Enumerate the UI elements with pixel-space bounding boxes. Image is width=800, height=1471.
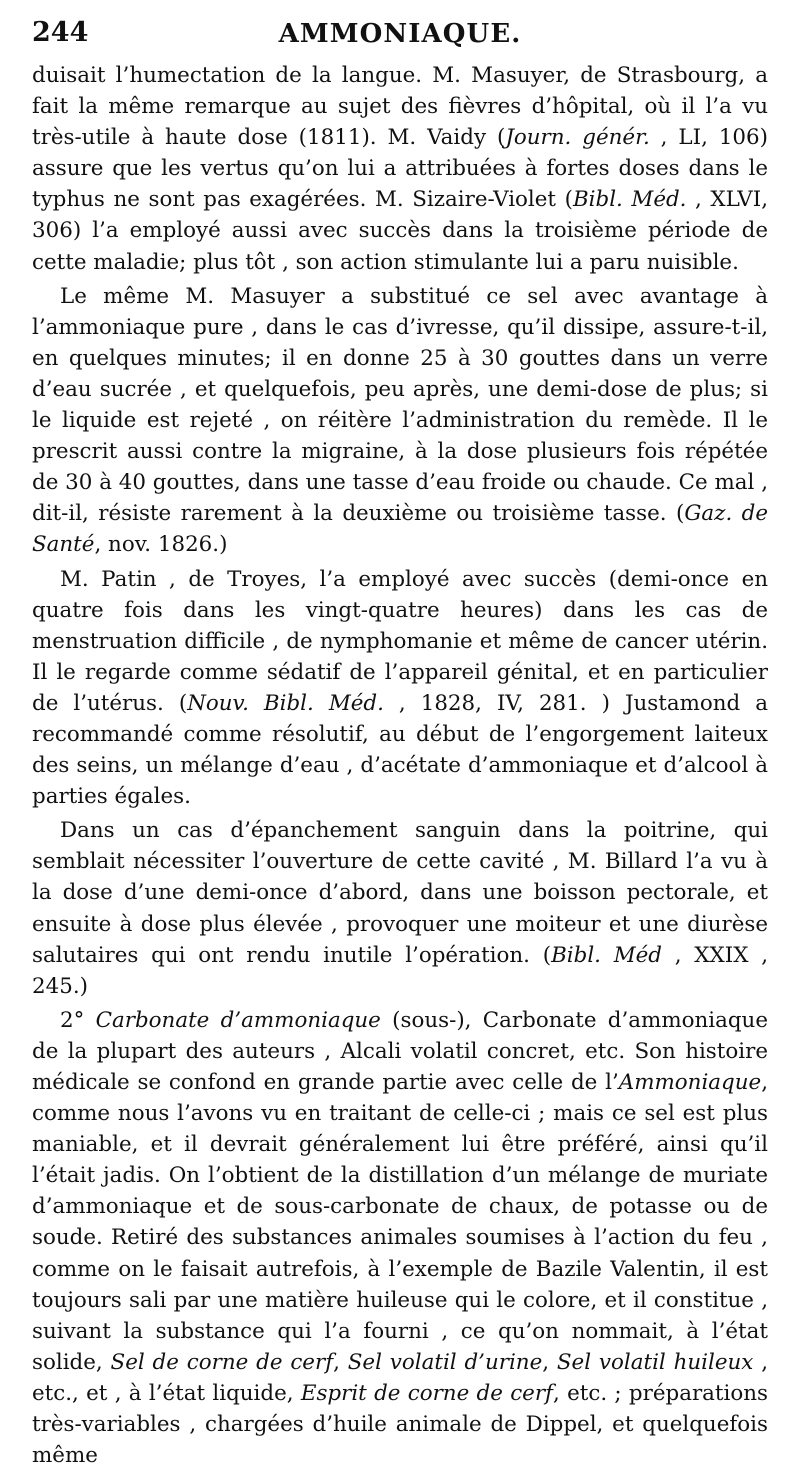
italic-text: Carbonate d’ammoniaque xyxy=(95,1007,381,1033)
text-segment: 2° xyxy=(60,1007,96,1033)
italic-text: Sel volatil d’urine xyxy=(347,1349,543,1375)
page-number: 244 xyxy=(32,17,89,48)
italic-text: Ammoniaque xyxy=(618,1070,762,1095)
running-title: AMMONIAQUE. xyxy=(278,19,522,49)
paragraph xyxy=(32,60,768,278)
italic-text: Journ. génér. xyxy=(505,125,650,151)
text-segment: , XLVI, 306) l’a employé aussi avec succès dans la troisième période de cette maladie; plus tôt , son action stimulante lui a paru nuisible. xyxy=(32,187,768,275)
text-segment: , etc., et , à l’état liquide, xyxy=(32,1349,768,1406)
text-segment: , nov. 1826.) xyxy=(94,532,228,558)
text-segment: Le même M. Masuyer a substitué ce sel avec avantage à l’ammoniaque pure , dans le cas d’ivresse, qu’il dissipe, assure-t-il, en quelques minutes; il en donne 25 à 30 gouttes dans un verre d’eau sucrée , et quelquefois, peu après, une demi-dose de plus; si le liquide est rejeté , on réitère l’administration du remède. Il le prescrit aussi contre la migraine, à la dose plusieurs fois répétée de 30 à 40 gouttes, dans une tasse d’eau froide ou chaude. Ce mal , dit-il, résiste rarement à la deuxième ou troisième tasse. ( xyxy=(32,283,768,527)
paragraph xyxy=(32,1005,768,1471)
italic-text: Bibl. Méd xyxy=(551,942,662,968)
text-segment: , xyxy=(333,1349,348,1375)
body-text xyxy=(32,60,768,1471)
italic-text: Esprit de corne de cerf xyxy=(300,1380,553,1406)
italic-text: Sel de corne de cerf xyxy=(110,1349,334,1375)
italic-text: Bibl. Méd. xyxy=(572,187,687,213)
text-segment: Dans un cas d’épanchement sanguin dans la poitrine, qui semblait nécessiter l’ouverture de cette cavité , M. Billard l’a vu à la dose d’une demi-once d’abord, dans une boisson pectorale, et ensuite à dose plus élevée , provoquer une moiteur et une diurèse salutaires qui ont rendu inutile l’opération. ( xyxy=(32,818,768,968)
paragraph xyxy=(32,815,768,1002)
text-segment: , xyxy=(542,1349,557,1375)
italic-text: Gaz. de Santé xyxy=(32,501,768,558)
paragraph xyxy=(32,281,768,561)
italic-text: Nouv. Bibl. Méd. xyxy=(187,690,384,716)
italic-text: Sel volatil huileux xyxy=(556,1349,754,1375)
page-header xyxy=(32,18,768,52)
text-segment: M. Patin , de Troyes, l’a employé avec succès (demi-once en quatre fois dans les vingt-quatre heures) dans les cas de menstruation difficile , de nymphomanie et même de cancer utérin. Il le regarde comme sédatif de l’appareil génital, et en particulier de l’utérus. ( xyxy=(32,566,768,716)
text-segment: , LI, 106) assure que les vertus qu’on lui a attribuées à fortes doses dans le typhus ne sont pas exagérées. M. Sizaire-Violet ( xyxy=(32,125,768,213)
text-segment: , 1828, IV, 281. ) Justamond a recommandé comme résolutif, au début de l’engorgement laiteux des seins, un mélange d’eau , d’acétate d’ammoniaque et d’alcool à parties égales. xyxy=(32,690,769,810)
text-segment: (sous-), Carbonate d’ammoniaque de la plupart des auteurs , Alcali volatil concret, etc. Son histoire médicale se confond en grande partie avec celle de l’ xyxy=(32,1007,768,1095)
text-segment: , comme nous l’avons vu en traitant de celle-ci ; mais ce sel est plus maniable, et il devrait généralement lui être préféré, ainsi qu’il l’était jadis. On l’obtient de la distillation d’un mélange de muriate d’ammoniaque et de sous-carbonate de chaux, de potasse ou de soude. Retiré des substances animales soumises à l’action du feu , comme on le faisait autrefois, à l’exemple de Bazile Valentin, il est toujours sali par une matière huileuse qui le colore, et il constitue , suivant la substance qui l’a fourni , ce qu’on nommait, à l’état solide, xyxy=(32,1070,768,1375)
text-segment: , XXIX , 245.) xyxy=(32,942,768,999)
text-segment: duisait l’humectation de la langue. M. Masuyer, de Strasbourg, a fait la même remarque au sujet des fièvres d’hôpital, où il l’a vu très-utile à haute dose (1811). M. Vaidy ( xyxy=(32,63,768,151)
paragraph xyxy=(32,564,768,813)
text-segment: , etc. ; préparations très-variables , chargées d’huile animale de Dippel, et quelquefois même xyxy=(32,1380,768,1469)
